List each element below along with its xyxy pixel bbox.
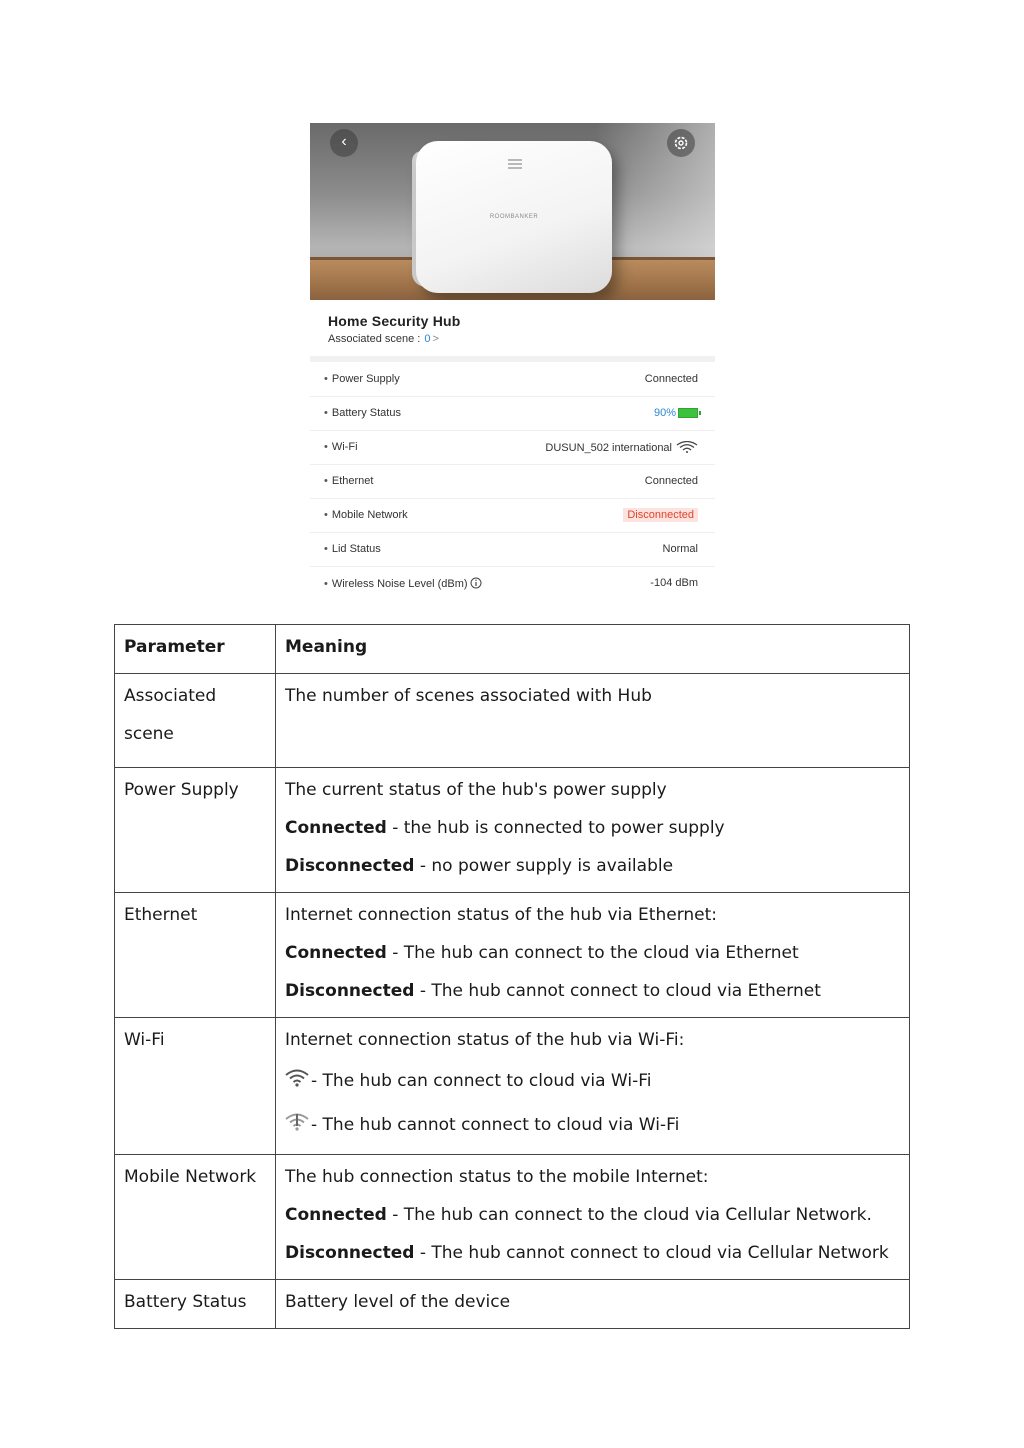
status-badge-disconnected: Disconnected	[623, 508, 698, 522]
status-term: Connected	[285, 943, 387, 963]
meaning-line: Disconnected - no power supply is available	[285, 856, 674, 876]
meaning-cell	[276, 768, 910, 893]
status-label: • Battery Status	[324, 407, 401, 419]
status-term: Connected	[285, 1205, 387, 1225]
status-row-noise-level	[310, 567, 715, 598]
status-term: Connected	[285, 818, 387, 838]
device-brand-logo: ROOMBANKER	[489, 214, 539, 220]
status-row-wifi[interactable]	[310, 431, 715, 465]
meaning-cell	[276, 1018, 910, 1155]
status-value: Normal	[662, 543, 698, 555]
status-label: • Lid Status	[324, 543, 381, 555]
section-divider	[310, 356, 715, 362]
status-value	[654, 407, 698, 419]
status-row-mobile-network	[310, 499, 715, 533]
meaning-cell	[276, 1280, 910, 1329]
status-value: -104 dBm	[650, 577, 698, 589]
status-value	[545, 441, 698, 454]
table-row	[115, 893, 910, 1018]
meaning-cell	[276, 674, 910, 768]
battery-percent: 90%	[653, 407, 676, 419]
parameter-cell: Associated scene	[115, 674, 276, 768]
associated-scene[interactable]	[328, 333, 439, 345]
info-icon[interactable]	[470, 577, 482, 589]
wifi-icon	[285, 1069, 309, 1087]
meaning-line: The number of scenes associated with Hub	[285, 686, 652, 706]
table-row	[115, 1018, 910, 1155]
meaning-line: - The hub can connect to cloud via Wi-Fi	[285, 1059, 900, 1103]
status-row-power-supply	[310, 363, 715, 397]
header-meaning: Meaning	[276, 625, 910, 674]
status-label: • Ethernet	[324, 475, 373, 487]
wifi-ssid: DUSUN_502 international	[545, 442, 672, 454]
product-photo	[310, 123, 715, 300]
status-term: Disconnected	[285, 856, 415, 876]
status-row-battery	[310, 397, 715, 431]
back-chevron-icon[interactable]: ‹	[330, 129, 358, 157]
app-screenshot	[310, 123, 715, 598]
status-row-ethernet	[310, 465, 715, 499]
meaning-cell	[276, 1155, 910, 1280]
table-row	[115, 1280, 910, 1329]
meaning-line: Internet connection status of the hub via Ethernet:	[285, 905, 718, 925]
meaning-line: The hub connection status to the mobile Internet:	[285, 1167, 709, 1187]
status-label: • Wi-Fi	[324, 441, 358, 453]
table-row	[115, 674, 910, 768]
parameter-cell: Battery Status	[115, 1280, 276, 1329]
wifi-icon	[676, 441, 698, 453]
meaning-line: The current status of the hub's power supply	[285, 780, 667, 800]
meaning-line: Connected - The hub can connect to the cloud via Cellular Network.	[285, 1205, 872, 1225]
device-title: Home Security Hub	[328, 313, 461, 329]
parameter-cell: Mobile Network	[115, 1155, 276, 1280]
meaning-line: Disconnected - The hub cannot connect to cloud via Cellular Network	[285, 1243, 889, 1263]
status-value: Connected	[644, 373, 698, 385]
chevron-right-icon: >	[432, 333, 439, 345]
status-label: • Wireless Noise Level (dBm)	[324, 577, 482, 590]
header-parameter: Parameter	[115, 625, 276, 674]
meaning-line: Battery level of the device	[285, 1292, 511, 1312]
meaning-cell	[276, 893, 910, 1018]
parameter-cell: Wi-Fi	[115, 1018, 276, 1155]
status-list	[310, 363, 715, 598]
table-header-row	[115, 625, 910, 674]
led-indicators	[508, 157, 524, 169]
status-value: Connected	[644, 475, 698, 487]
meaning-line: Connected - the hub is connected to power supply	[285, 818, 725, 838]
hub-device-image	[416, 141, 612, 293]
status-term: Disconnected	[285, 1243, 415, 1263]
settings-gear-icon[interactable]	[667, 129, 695, 157]
status-label: • Mobile Network	[324, 509, 408, 521]
battery-icon	[678, 408, 698, 418]
status-term: Disconnected	[285, 981, 415, 1001]
table-row	[115, 768, 910, 893]
table-row	[115, 1155, 910, 1280]
wifi-off-icon	[285, 1113, 309, 1131]
status-row-lid-status	[310, 533, 715, 567]
associated-scene-label: Associated scene :	[328, 333, 421, 345]
meaning-line: Connected - The hub can connect to the cloud via Ethernet	[285, 943, 799, 963]
meaning-line: Internet connection status of the hub via Wi-Fi:	[285, 1030, 685, 1050]
associated-scene-count[interactable]: 0	[424, 333, 431, 345]
parameter-cell: Ethernet	[115, 893, 276, 1018]
parameter-table	[114, 624, 910, 1329]
meaning-line: - The hub cannot connect to cloud via Wi-Fi	[285, 1103, 900, 1147]
meaning-line: Disconnected - The hub cannot connect to cloud via Ethernet	[285, 981, 821, 1001]
parameter-cell: Power Supply	[115, 768, 276, 893]
status-label: • Power Supply	[324, 373, 400, 385]
